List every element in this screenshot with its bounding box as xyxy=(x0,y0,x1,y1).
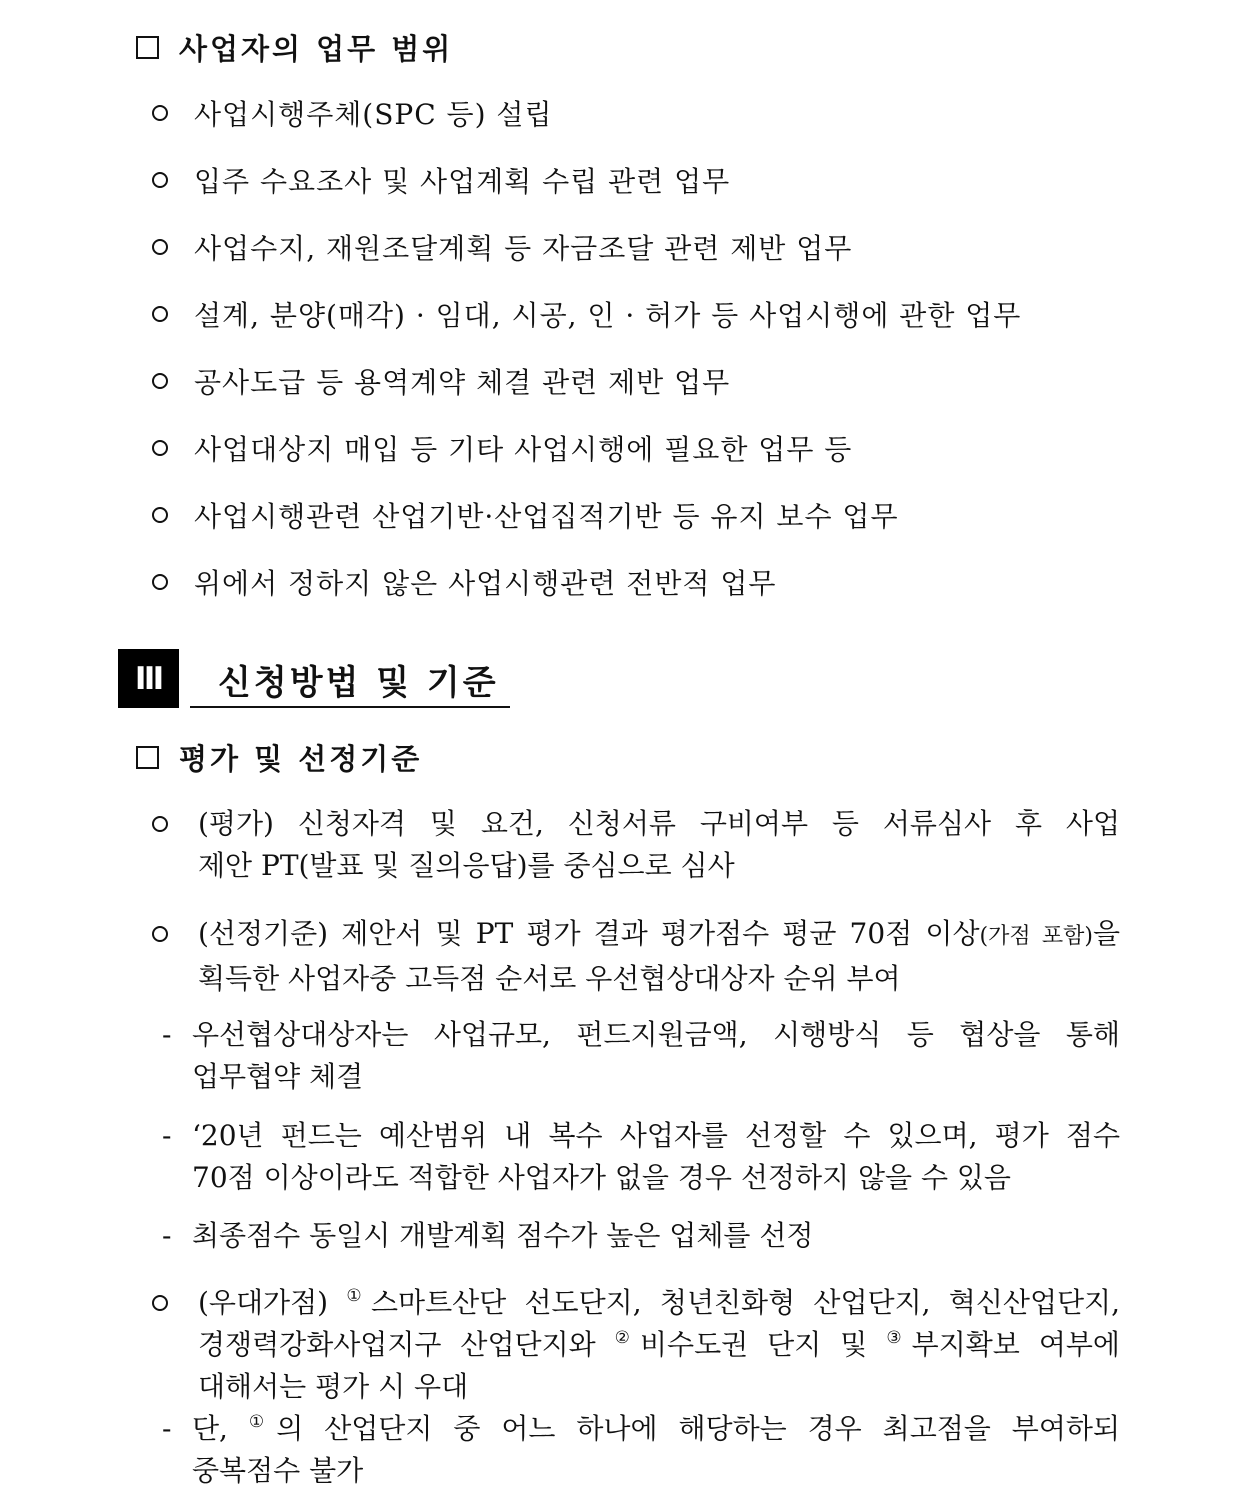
criteria-subitem xyxy=(162,1115,1120,1199)
scope-title: 사업자의 업무 범위 xyxy=(179,32,454,66)
criteria-subitem xyxy=(162,1408,1120,1492)
circle-bullet-icon xyxy=(152,306,168,322)
scope-item-text: 설계, 분양(매각) · 임대, 시공, 인 · 허가 등 사업시행에 관한 업무 xyxy=(194,299,1022,332)
circle-bullet-icon xyxy=(152,440,168,456)
scope-heading xyxy=(136,27,453,68)
paragraph-line: 대해서는 평가 시 우대 xyxy=(198,1370,469,1403)
circle-bullet-icon xyxy=(152,1295,168,1311)
paragraph-text: (우대가점) xyxy=(198,1286,347,1319)
criteria-heading xyxy=(136,737,422,778)
paragraph-text: 을 xyxy=(1092,917,1120,950)
paragraph-line xyxy=(198,913,1120,958)
paragraph-text: 경쟁력강화사업지구 산업단지와 xyxy=(198,1328,615,1361)
scope-item xyxy=(152,495,899,535)
paragraph-line: 70점 이상이라도 적합한 사업자가 없을 경우 선정하지 않을 수 있음 xyxy=(192,1161,1011,1194)
scope-item xyxy=(152,93,553,133)
paragraph-text: 의 산업단지 중 어느 하나에 해당하는 경우 최고점을 부여하되 xyxy=(276,1412,1120,1445)
dash-bullet: - xyxy=(162,1119,172,1152)
circle-bullet-icon xyxy=(152,172,168,188)
circle-bullet-icon xyxy=(152,816,168,832)
paragraph-line: 업무협약 체결 xyxy=(192,1060,364,1093)
criteria-paragraph-evaluation xyxy=(152,803,1120,887)
scope-item-text: 공사도급 등 용역계약 체결 관련 제반 업무 xyxy=(194,366,731,399)
scope-item xyxy=(152,227,852,267)
circle-bullet-icon xyxy=(152,239,168,255)
paragraph-text: (선정기준) 제안서 및 PT 평가 결과 평가점수 평균 70점 이상 xyxy=(198,917,980,950)
square-bullet-icon xyxy=(136,746,159,769)
scope-item xyxy=(152,562,776,602)
paragraph-text: 단, xyxy=(192,1412,249,1445)
paragraph-line: 중복점수 불가 xyxy=(192,1454,364,1487)
scope-item xyxy=(152,428,852,468)
circled-number-2: ② xyxy=(614,1328,640,1348)
criteria-paragraph-selection xyxy=(152,913,1120,1000)
scope-item xyxy=(152,361,730,401)
paragraph-line: 획득한 사업자중 고득점 순서로 우선협상대상자 순위 부여 xyxy=(198,962,901,995)
paragraph-line xyxy=(192,1408,1120,1450)
paragraph-line xyxy=(198,1324,1120,1366)
paragraph-line xyxy=(198,1282,1120,1324)
circle-bullet-icon xyxy=(152,507,168,523)
paragraph-text: 비수도권 단지 및 xyxy=(640,1328,887,1361)
criteria-title: 평가 및 선정기준 xyxy=(179,742,423,776)
section-underline xyxy=(190,706,510,708)
scope-item-text: 사업대상지 매입 등 기타 사업시행에 필요한 업무 등 xyxy=(194,433,853,466)
criteria-paragraph-bonus xyxy=(152,1282,1120,1408)
scope-item-text: 사업시행주체(SPC 등) 설립 xyxy=(194,98,553,131)
criteria-subitem xyxy=(162,1014,1120,1098)
circled-number-1: ① xyxy=(346,1286,371,1306)
circle-bullet-icon xyxy=(152,105,168,121)
criteria-subitem xyxy=(162,1215,1120,1257)
circled-number-3: ③ xyxy=(886,1328,912,1348)
paragraph-line: 우선협상대상자는 사업규모, 펀드지원금액, 시행방식 등 협상을 통해 xyxy=(192,1018,1120,1051)
scope-item-text: 입주 수요조사 및 사업계획 수립 관련 업무 xyxy=(194,165,731,198)
paragraph-line: ‘20년 펀드는 예산범위 내 복수 사업자를 선정할 수 있으며, 평가 점수 xyxy=(192,1119,1120,1152)
paragraph-line: 제안 PT(발표 및 질의응답)를 중심으로 심사 xyxy=(198,849,735,882)
dash-bullet: - xyxy=(162,1412,172,1445)
circle-bullet-icon xyxy=(152,373,168,389)
scope-item xyxy=(152,294,1021,334)
section-heading xyxy=(118,649,510,709)
circle-bullet-icon xyxy=(152,574,168,590)
paragraph-line: (평가) 신청자격 및 요건, 신청서류 구비여부 등 서류심사 후 사업 xyxy=(198,807,1120,840)
paragraph-line: 최종점수 동일시 개발계획 점수가 높은 업체를 선정 xyxy=(192,1219,814,1252)
circled-number-1: ① xyxy=(248,1412,277,1432)
paragraph-text: 스마트산단 선도단지, 청년친화형 산업단지, 혁신산업단지, xyxy=(370,1286,1120,1319)
scope-item-text: 위에서 정하지 않은 사업시행관련 전반적 업무 xyxy=(194,567,777,600)
dash-bullet: - xyxy=(162,1018,172,1051)
paragraph-text: 부지확보 여부에 xyxy=(911,1328,1120,1361)
scope-item-text: 사업시행관련 산업기반·산업집적기반 등 유지 보수 업무 xyxy=(194,500,899,533)
dash-bullet: - xyxy=(162,1219,172,1252)
circle-bullet-icon xyxy=(152,926,168,942)
bonus-note: (가점 포함) xyxy=(979,924,1093,949)
scope-item xyxy=(152,160,730,200)
square-bullet-icon xyxy=(136,36,159,59)
scope-item-text: 사업수지, 재원조달계획 등 자금조달 관련 제반 업무 xyxy=(194,232,853,265)
section-title: 신청방법 및 기준 xyxy=(218,663,499,703)
section-number-box: Ⅲ xyxy=(118,649,179,708)
